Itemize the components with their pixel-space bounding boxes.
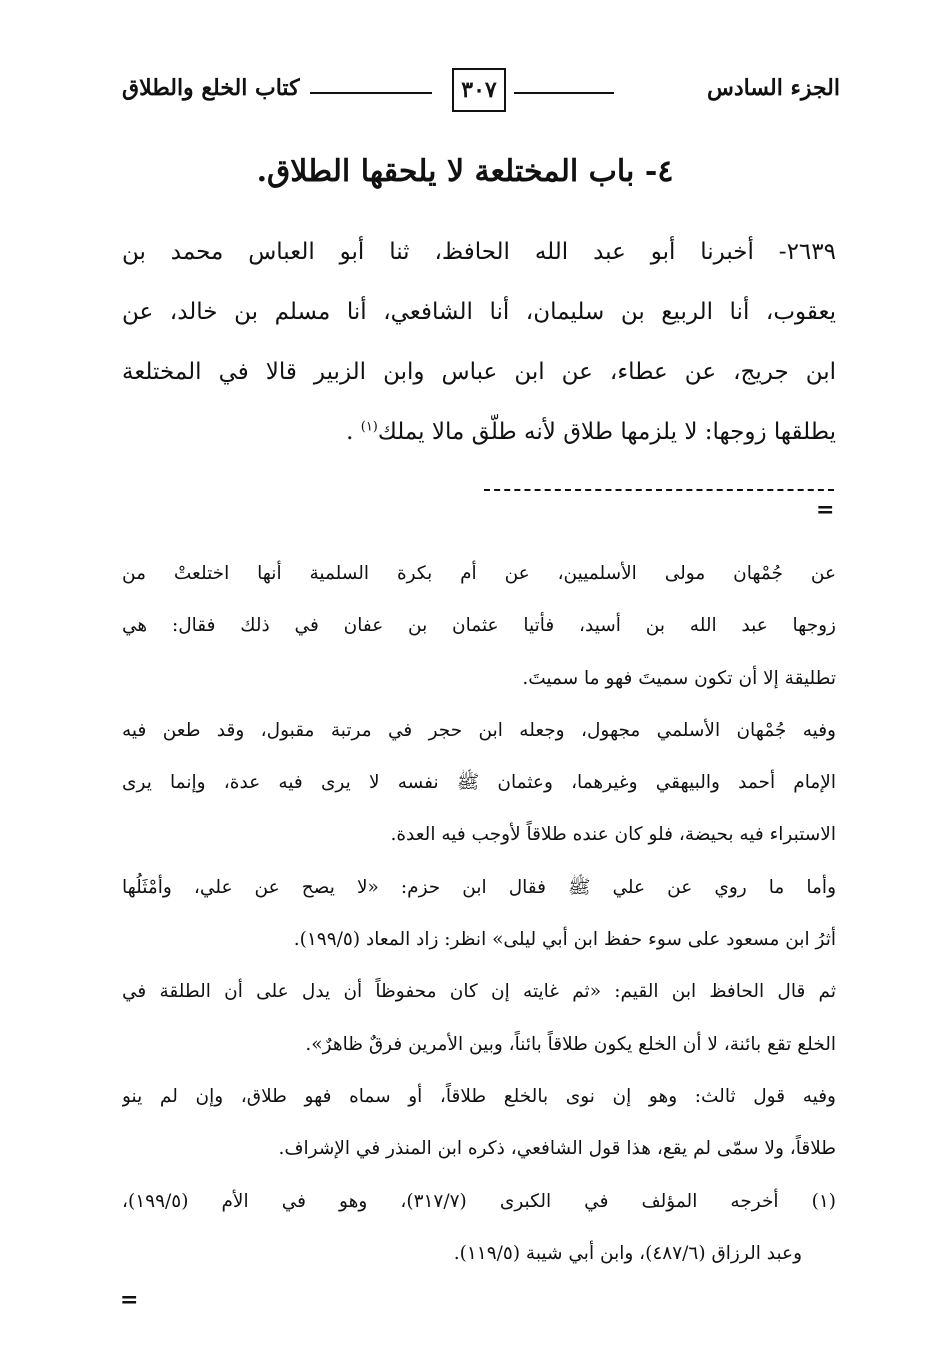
footnote-line: (١) أخرجه المؤلف في الكبرى (٣١٧/٧)، وهو في الأم (١٩٩/٥)، bbox=[122, 1190, 836, 1212]
header-rule-left bbox=[310, 92, 432, 94]
footnote-line: الاستبراء فيه بحيضة، فلو كان عنده طلاقاً لأوجب فيه العدة. bbox=[390, 824, 836, 846]
footnote-line: زوجها عبد الله بن أسيد، فأتيا عثمان بن عفان في ذلك فقال: هي bbox=[122, 615, 836, 637]
final-period: . bbox=[346, 419, 354, 445]
header-rule-right bbox=[514, 92, 614, 94]
footnote-line: تطليقة إلا أن تكون سميتَ فهو ما سميتَ. bbox=[522, 667, 836, 689]
chapter-title: ٤- باب المختلعة لا يلحقها الطلاق. bbox=[256, 154, 674, 189]
footnotes bbox=[122, 548, 836, 1280]
hadith-line-text: يطلقها زوجها: لا يلزمها طلاق لأنه طلّق مالا يملك bbox=[377, 419, 836, 445]
book-label: كتاب الخلع والطلاق bbox=[122, 75, 300, 101]
page-number: ٣٠٧ bbox=[461, 77, 497, 103]
hadith-line: ٢٦٣٩- أخبرنا أبو عبد الله الحافظ، ثنا أبو العباس محمد بن bbox=[122, 239, 836, 265]
footnote-separator bbox=[484, 489, 834, 491]
running-header bbox=[122, 68, 840, 116]
footnote-reference: (١) bbox=[360, 419, 378, 435]
continuation-mark-top: = bbox=[816, 497, 835, 523]
hadith-text bbox=[122, 222, 836, 462]
footnote-line: وأما ما روي عن علي ﷺ فقال ابن حزم: «لا يصح عن علي، وأمْثَلُها bbox=[122, 876, 836, 898]
footnote-line: وعبد الرزاق (٤٨٧/٦)، وابن أبي شيبة (١١٩/٥). bbox=[453, 1242, 802, 1264]
footnote-line: وفيه قول ثالث: وهو إن نوى بالخلع طلاقاً، أو سماه فهو طلاق، وإن لم ينو bbox=[122, 1085, 836, 1107]
hadith-line: ابن جريج، عن عطاء، عن ابن عباس وابن الزبير قالا في المختلعة bbox=[122, 359, 836, 385]
hadith-line-last bbox=[122, 402, 836, 462]
page-number-box bbox=[452, 68, 506, 112]
footnote-line: وفيه جُمْهان الأسلمي مجهول، وجعله ابن حجر في مرتبة مقبول، وقد طعن فيه bbox=[122, 719, 836, 741]
footnote-line: عن جُمْهان مولى الأسلميين، عن أم بكرة السلمية أنها اختلعتْ من bbox=[122, 563, 836, 584]
footnote-line: الخلع تقع بائنة، لا أن الخلع يكون طلاقاً بائناً، وبين الأمرين فرقٌ ظاهرٌ». bbox=[305, 1033, 836, 1055]
footnote-line: أثرُ ابن مسعود على سوء حفظ ابن أبي ليلى» انظر: زاد المعاد (١٩٩/٥). bbox=[293, 929, 836, 951]
footnote-line: طلاقاً، ولا سمّى لم يقع، هذا قول الشافعي، ذكره ابن المنذر في الإشراف. bbox=[278, 1138, 836, 1160]
footnote-line: ثم قال الحافظ ابن القيم: «ثم غايته إن كان محفوظاً أن يدل على أن الطلقة في bbox=[122, 981, 836, 1003]
continuation-mark-bottom: = bbox=[120, 1287, 139, 1313]
footnote-line: الإمام أحمد والبيهقي وغيرهما، وعثمان ﷺ نفسه لا يرى فيه عدة، وإنما يرى bbox=[122, 772, 836, 794]
hadith-line: يعقوب، أنا الربيع بن سليمان، أنا الشافعي، أنا مسلم بن خالد، عن bbox=[122, 299, 836, 325]
volume-label: الجزء السادس bbox=[707, 75, 840, 101]
